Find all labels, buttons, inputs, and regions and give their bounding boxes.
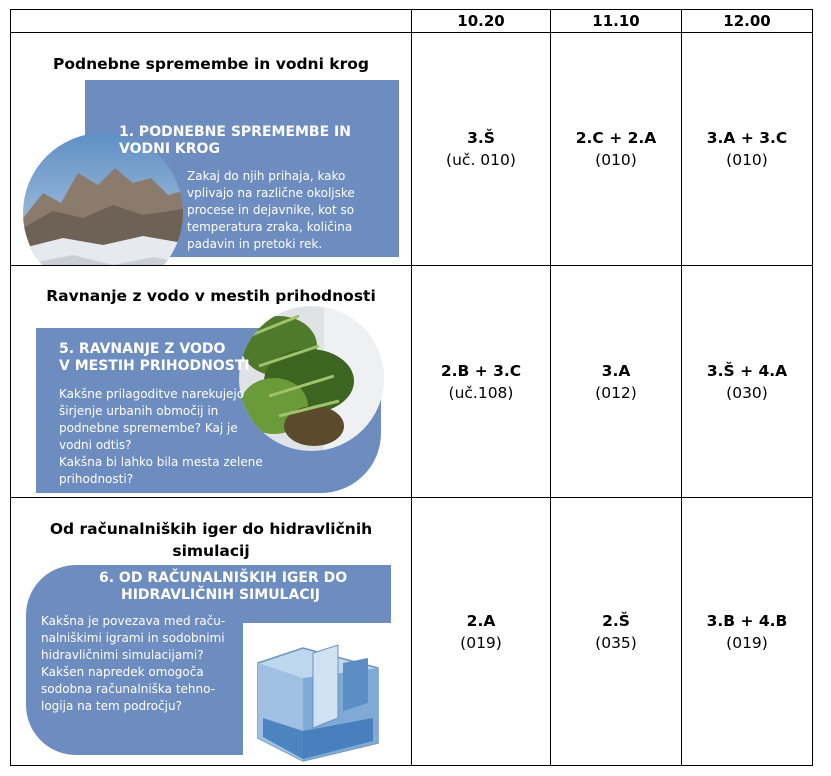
schedule-table <box>10 9 813 766</box>
topic-title: Ravnanje z vodo v mestih prihodnosti <box>46 287 376 305</box>
card-text: podnebne spremembe? Kaj je <box>59 421 238 435</box>
card-text: hidravličnimi simulacijami? <box>41 648 204 662</box>
card-title: V MESTIH PRIHODNOSTI <box>59 358 250 374</box>
slot-cell <box>682 498 813 766</box>
slot-cell <box>682 266 813 498</box>
slot-cell <box>682 33 813 266</box>
slot-cell <box>412 498 551 766</box>
room-label: (uč. 010) <box>446 151 516 169</box>
class-group: 2.C + 2.A <box>575 129 657 147</box>
header-row <box>11 10 813 33</box>
table-row <box>11 266 813 498</box>
card-title: HIDRAVLIČNIH SIMULACIJ <box>121 587 321 603</box>
table-row <box>11 498 813 766</box>
card-text: padavin in pretoki rek. <box>187 237 323 251</box>
slot-cell <box>412 33 551 266</box>
class-group: 3.Š <box>467 129 495 147</box>
time-header: 12.00 <box>682 10 813 33</box>
card-text: vodni odtis? <box>59 438 132 452</box>
room-label: (012) <box>595 383 637 402</box>
class-group: 2.Š <box>602 611 630 630</box>
card-text: procese in dejavnike, kot so <box>187 203 355 217</box>
card-title: 5. RAVNANJE Z VODO <box>59 341 226 357</box>
table-row <box>11 33 813 266</box>
card-text: nalniškimi igrami in sodobnimi <box>41 631 225 645</box>
time-header: 11.10 <box>551 10 682 33</box>
water-tank-render <box>243 623 393 763</box>
room-label: (uč.108) <box>448 383 514 402</box>
card-text: logija na tem področju? <box>41 699 182 713</box>
slot-cell <box>551 266 682 498</box>
card-text: prihodnosti? <box>59 472 134 486</box>
card-title: 6. OD RAČUNALNIŠKIH IGER DO <box>99 570 348 586</box>
topic-title: simulacij <box>172 542 250 560</box>
slot-cell <box>551 498 682 766</box>
room-label: (030) <box>726 383 768 402</box>
topic-title: Od računalniških iger do hidravličnih <box>49 520 373 538</box>
card-text: Kakšna je povezava med raču- <box>41 614 226 628</box>
room-label: (019) <box>726 633 768 652</box>
topic-cell <box>11 33 412 266</box>
card-title: VODNI KROG <box>119 141 220 157</box>
slot-cell <box>551 33 682 266</box>
card-text: Kakšne prilagoditve narekujejo <box>59 387 245 401</box>
room-label: (010) <box>595 151 637 169</box>
time-header: 10.20 <box>412 10 551 33</box>
corner-cell <box>11 10 412 33</box>
slot-cell <box>412 266 551 498</box>
class-group: 3.A + 3.C <box>706 129 788 147</box>
class-group: 3.A <box>601 361 631 380</box>
room-label: (019) <box>460 633 502 652</box>
card-title: 1. PODNEBNE SPREMEMBE IN <box>119 124 351 140</box>
topic-cell <box>11 498 412 766</box>
topic-cell <box>11 266 412 498</box>
card-text: širjenje urbanih območij in <box>59 404 219 418</box>
room-label: (010) <box>726 151 768 169</box>
card-text: Kakšna bi lahko bila mesta zelene <box>59 455 263 469</box>
card-text: sodobna računalniška tehno- <box>41 682 216 696</box>
plants-photo <box>239 306 384 451</box>
topic-title: Podnebne spremembe in vodni krog <box>52 55 370 73</box>
class-group: 2.A <box>466 611 496 630</box>
room-label: (035) <box>595 633 637 652</box>
card-text: vplivajo na različne okoljske <box>187 186 355 200</box>
card-text: Kakšen napredek omogoča <box>41 665 204 679</box>
card-text: Zakaj do njih prihaja, kako <box>187 169 346 183</box>
class-group: 2.B + 3.C <box>440 361 522 380</box>
class-group: 3.Š + 4.A <box>706 361 788 380</box>
card-text: temperatura zraka, količina <box>187 220 353 234</box>
class-group: 3.B + 4.B <box>706 611 788 630</box>
